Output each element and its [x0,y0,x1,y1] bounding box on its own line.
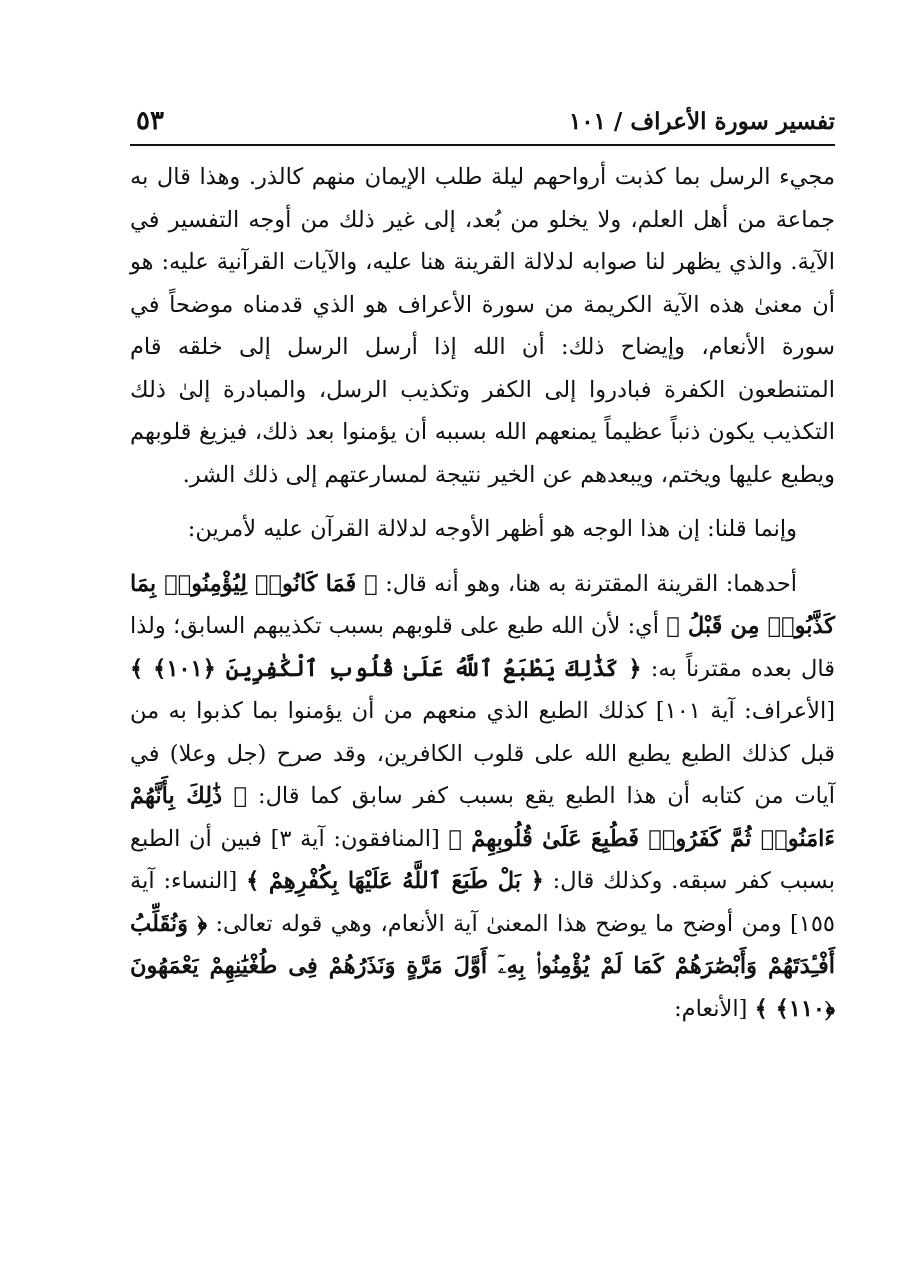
paragraph-3-text: [الأنعام: [674,995,755,1022]
quran-verse: ﴿ فَمَا كَانُوا۟ لِيُؤْمِنُوا۟ بِمَا كَذَّبُوا۟ مِن قَبْلُ ﴾ [130,570,835,639]
paragraph-3-text: أحدهما: القرينة المقترنة به هنا، وهو أنه قال: [377,570,797,597]
header-rule [130,144,835,146]
quran-verse: ﴿ بَلْ طَبَعَ ٱللَّهُ عَلَيْهَا بِكُفْرِهِمْ ﴾ [246,868,544,894]
quran-verse: ﴿ ذَٰلِكَ بِأَنَّهُمْ ءَامَنُوا۟ ثُمَّ كَفَرُوا۟ فَطُبِعَ عَلَىٰ قُلُوبِهِمْ ﴾ [130,783,835,852]
paragraph-3-text: أي: لأن الله طبع على قلوبهم بسبب تكذيبهم السابق؛ ولذا قال بعده مقترناً به: [130,613,835,682]
paragraph-2: وإنما قلنا: إن هذا الوجه هو أظهر الأوجه لدلالة القرآن عليه لأمرين: [187,516,797,542]
quran-verse: ﴿ كَذَٰلِكَ يَطْبَعُ ٱللَّهُ عَلَىٰ قُلُوبِ ٱلْكَٰفِرِينَ ﴿١٠١﴾ ﴾ [130,655,642,682]
paragraph-1: مجيء الرسل بما كذبت أرواحهم ليلة طلب الإيمان منهم كالذر. وهذا قال به جماعة من أهل العلم، ولا يخلو من بُعد، إلى غير ذلك من أوجه التفسير في الآية. والذي يظهر لنا صوابه لدلالة القرينة هنا عليه، والآيات القرآنية عليه: هو أن معنىٰ هذه الآية الكريمة من سورة الأعراف هو الذي قدمناه موضحاً في سورة الأنعام، وإيضاح ذلك: أن الله إذا أرسل الرسل إلى خلقه قام المتنطعون الكفرة فبادروا إلى الكفر وتكذيب الرسل، والمبادرة إلىٰ ذلك التكذيب يكون ذنباً عظيماً يمنعهم الله بسببه أن يؤمنوا بعد ذلك، فيزيغ قلوبهم ويطبع عليها ويختم، ويبعدهم عن الخير نتيجة لمسارعتهم إلى ذلك الشر. [130,164,835,488]
paragraph-3-text: [المنافقون: آية ٣] فبين أن الطبع بسبب كفر سبقه. وكذلك قال: [130,825,835,894]
page-number: ٥٣ [136,106,164,136]
book-page [130,100,835,1230]
paragraph-3-text: [النساء: آية ١٥٥] ومن أوضح ما يوضح هذا المعنىٰ آية الأنعام، وهي قوله تعالى: [130,868,835,937]
page-header [130,100,835,144]
quran-verse: ﴿ وَنُقَلِّبُ أَفْـِٔدَتَهُمْ وَأَبْصَٰرَهُمْ كَمَا لَمْ يُؤْمِنُوا۟ بِهِۦٓ أَوَّلَ مَرَّةٍ وَنَذَرُهُمْ فِى طُغْيَٰنِهِمْ يَعْمَهُونَ ﴿١١٠﴾ ﴾ [130,910,835,1022]
running-title: تفسير سورة الأعراف / ١٠١ [568,108,835,135]
paragraph-3-text: [الأعراف: آية ١٠١] كذلك الطبع الذي منعهم من أن يؤمنوا بما كذبوا به من قبل كذلك الطبع يطبع الله على قلوب الكافرين، وقد صرح (جل وعلا) في آيات من كتابه أن هذا الطبع يقع بسبب كفر سابق كما قال: [130,698,835,809]
paragraph-3 [130,563,835,1031]
